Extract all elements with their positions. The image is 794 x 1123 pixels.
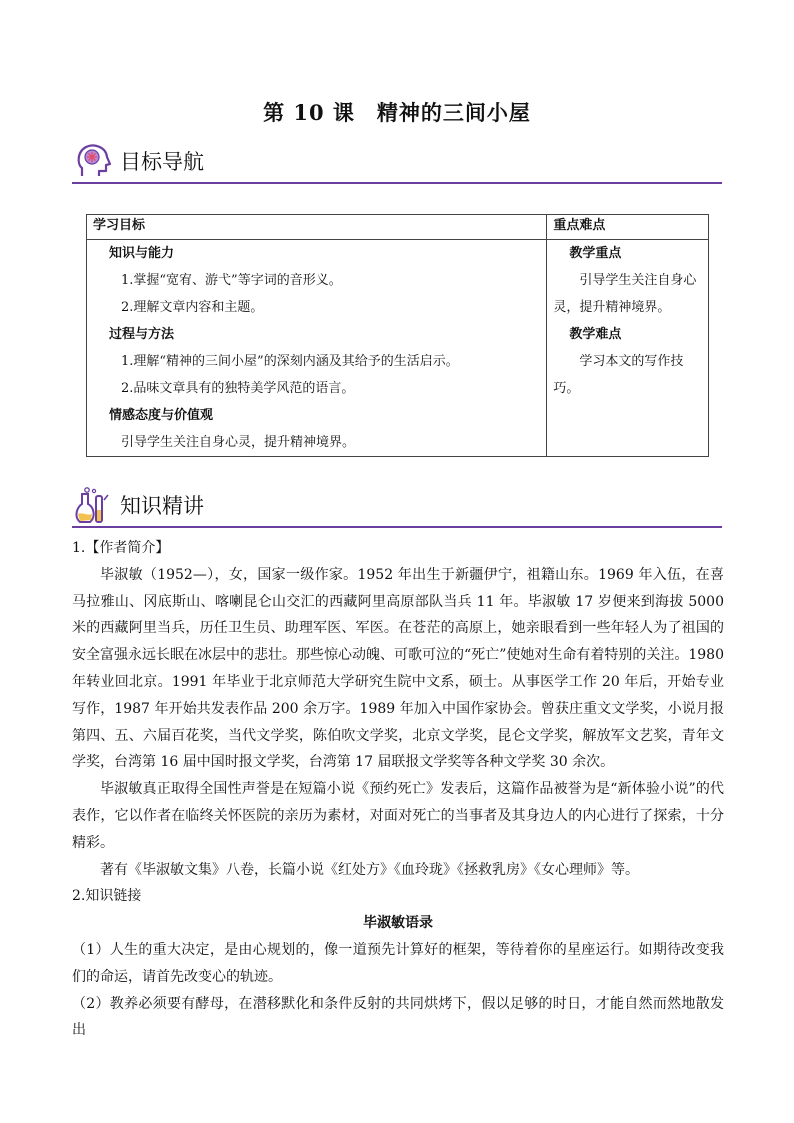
goal-category: 知识与能力 (109, 246, 175, 261)
key-point-label: 教学重点 (569, 246, 622, 261)
goals-section-header (72, 142, 722, 184)
difficulty-label: 教学难点 (569, 327, 622, 342)
goals-section-title: 目标导航 (120, 150, 204, 174)
quote-item: （2）教养必须要有酵母，在潜移默化和条件反射的共同烘烤下，假以足够的时日，才能自然而然地散发出 (72, 995, 724, 1039)
head-brain-icon (74, 142, 112, 180)
page-title: 第 10 课 精神的三间小屋 (263, 100, 531, 125)
goal-item: 2.理解文章内容和主题。 (121, 300, 264, 315)
key-point-text: 引导学生关注自身心灵，提升精神境界。 (553, 273, 697, 315)
author-bio-paragraph: 毕淑敏（1952—），女，国家一级作家。1952 年出生于新疆伊宁，祖籍山东。1969 年入伍，在喜马拉雅山、冈底斯山、喀喇昆仑山交汇的西藏阿里高原部队当兵 11 年。毕淑敏 17 岁便来到海拔 5000 米的西藏阿里当兵，历任卫生员、助理军医、军医。在苍茫的高原上，她亲眼看到一些年轻人为了祖国的安全富强永远长眠在冰层中的悲壮。那些惊心动魄、可歌可泣的“死亡”使她对生命有着特别的关注。1980 年转业回北京。1991 年毕业于北京师范大学研究生院中文系，硕士。从事医学工作 20 年后，开始专业写作，1987 年开始共发表作品 200 余万字。1989 年加入中国作家协会。曾获庄重文文学奖，小说月报第四、五、六届百花奖，当代文学奖，陈伯吹文学奖，北京文学奖，昆仑文学奖，解放军文艺奖，青年文学奖，台湾第 16 届中国时报文学奖，台湾第 17 届联报文学奖等各种文学奖 30 余次。 (72, 566, 724, 771)
knowledge-content (72, 535, 724, 1044)
goal-item: 1.掌握“宽宥、游弋”等字词的音形义。 (121, 273, 342, 288)
goal-category: 过程与方法 (109, 327, 175, 342)
knowledge-section-title: 知识精讲 (120, 494, 204, 518)
goals-col-header: 学习目标 (87, 215, 547, 240)
quotes-title: 毕淑敏语录 (363, 915, 433, 932)
keypoints-col-header: 重点难点 (547, 215, 709, 240)
goal-category: 情感态度与价值观 (109, 408, 214, 423)
goals-table (86, 214, 709, 457)
lab-flask-icon (74, 486, 112, 524)
knowledge-link-heading: 2.知识链接 (72, 888, 142, 905)
author-intro-heading: 1.【作者简介】 (72, 540, 170, 556)
goal-item: 1.理解“精神的三间小屋”的深刻内涵及其给予的生活启示。 (121, 354, 459, 369)
difficulty-text: 学习本文的写作技巧。 (553, 354, 684, 396)
author-fame-paragraph: 毕淑敏真正取得全国性声誉是在短篇小说《预约死亡》发表后，这篇作品被誉为是“新体验小说”的代表作，它以作者在临终关怀医院的亲历为素材，对面对死亡的当事者及其身边人的内心进行了探索，十分精彩。 (72, 781, 724, 851)
goal-item: 引导学生关注自身心灵，提升精神境界。 (121, 435, 356, 450)
works-paragraph: 著有《毕淑敏文集》八卷，长篇小说《红处方》《血玲珑》《拯救乳房》《女心理师》等。 (100, 861, 639, 878)
goal-item: 2.品味文章具有的独特美学风范的语言。 (121, 381, 355, 396)
keypoints-list (547, 240, 709, 457)
knowledge-section-header (72, 486, 722, 528)
goals-list (87, 240, 547, 457)
quote-item: （1）人生的重大决定，是由心规划的，像一道预先计算好的框架，等待着你的星座运行。如期待改变我们的命运，请首先改变心的轨迹。 (72, 941, 724, 985)
